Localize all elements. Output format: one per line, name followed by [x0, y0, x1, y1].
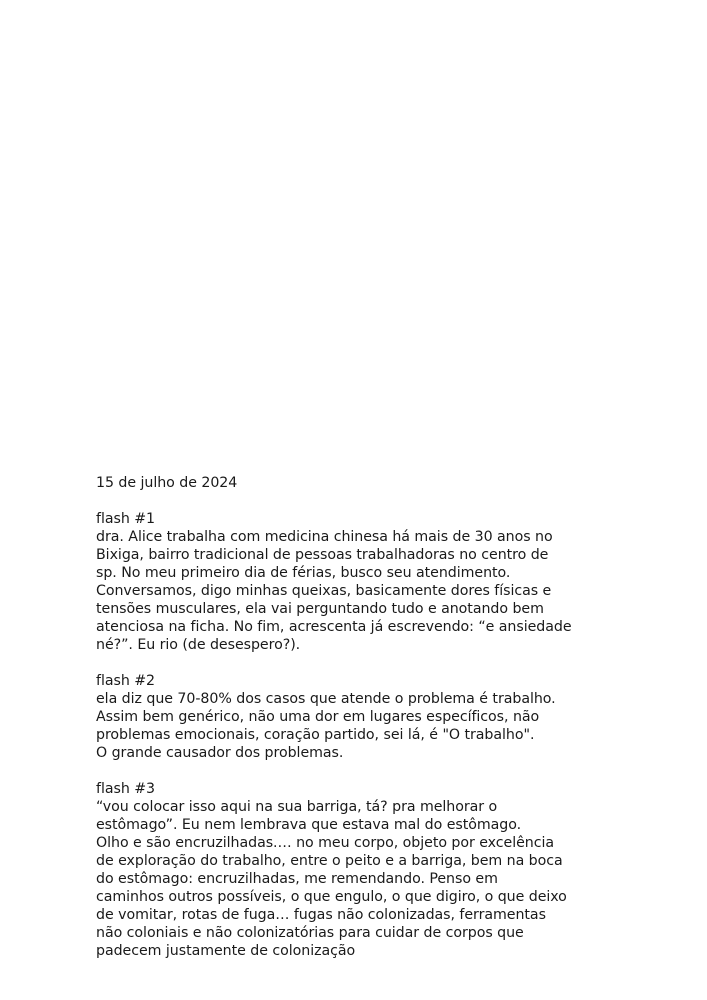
paragraph-line: não coloniais e não colonizatórias para cuidar de corpos que	[96, 925, 524, 941]
section-flash-2	[96, 672, 636, 762]
paragraph-line: atenciosa na ficha. No fim, acrescenta já escrevendo: “e ansiedade	[96, 619, 572, 635]
paragraph-line: ela diz que 70-80% dos casos que atende o problema é trabalho.	[96, 691, 556, 707]
document-body	[96, 474, 636, 960]
paragraph-line: padecem justamente de colonização	[96, 943, 356, 959]
section-flash-1	[96, 510, 636, 654]
section-heading: flash #1	[96, 511, 156, 527]
paragraph-line: Conversamos, digo minhas queixas, basicamente dores físicas e	[96, 583, 552, 599]
paragraph-line: “vou colocar isso aqui na sua barriga, tá? pra melhorar o	[96, 799, 498, 815]
paragraph-line: do estômago: encruzilhadas, me remendando. Penso em	[96, 871, 498, 887]
paragraph-line: dra. Alice trabalha com medicina chinesa há mais de 30 anos no	[96, 529, 553, 545]
section-heading: flash #2	[96, 673, 156, 689]
paragraph-line: caminhos outros possíveis, o que engulo, o que digiro, o que deixo	[96, 889, 567, 905]
section-flash-3	[96, 780, 636, 960]
paragraph-line: né?”. Eu rio (de desespero?).	[96, 637, 301, 653]
paragraph-line: estômago”. Eu nem lembrava que estava mal do estômago.	[96, 817, 522, 833]
paragraph-line: Bixiga, bairro tradicional de pessoas trabalhadoras no centro de	[96, 547, 549, 563]
paragraph-line: Assim bem genérico, não uma dor em lugares específicos, não	[96, 709, 540, 725]
paragraph-line: Olho e são encruzilhadas.… no meu corpo, objeto por excelência	[96, 835, 555, 851]
paragraph-line: tensões musculares, ela vai perguntando tudo e anotando bem	[96, 601, 544, 617]
paragraph-line: sp. No meu primeiro dia de férias, busco seu atendimento.	[96, 565, 511, 581]
section-heading: flash #3	[96, 781, 156, 797]
paragraph-line: de exploração do trabalho, entre o peito e a barriga, bem na boca	[96, 853, 563, 869]
paragraph-line: problemas emocionais, coração partido, sei lá, é "O trabalho".	[96, 727, 535, 743]
paragraph-line: O grande causador dos problemas.	[96, 745, 344, 761]
paragraph-line: de vomitar, rotas de fuga… fugas não colonizadas, ferramentas	[96, 907, 546, 923]
document-date: 15 de julho de 2024	[96, 475, 238, 491]
